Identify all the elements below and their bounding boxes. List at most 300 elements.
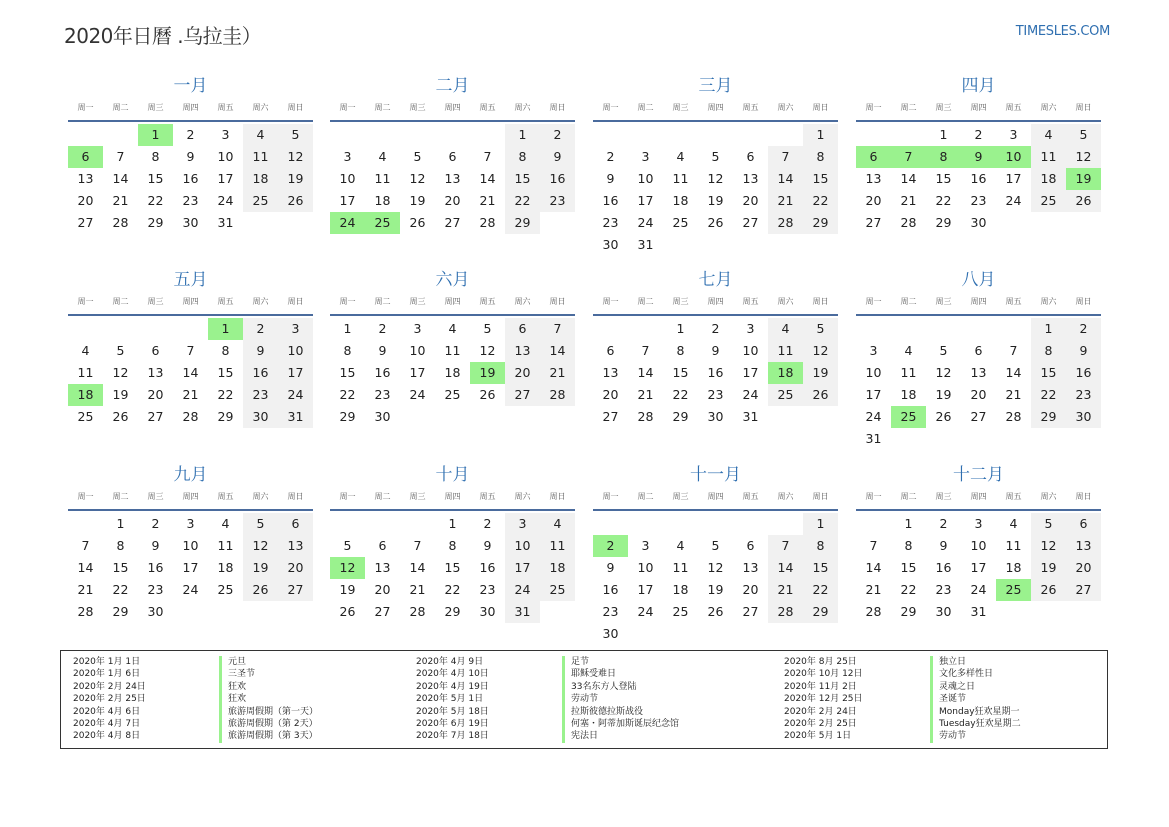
day-cell[interactable]: 11	[900, 365, 917, 380]
day-cell[interactable]: 8	[803, 146, 838, 168]
day-cell[interactable]: 22	[935, 193, 952, 208]
day-cell[interactable]: 3	[505, 513, 540, 535]
day-cell[interactable]: 24	[217, 193, 234, 208]
day-cell[interactable]: 27	[742, 215, 759, 230]
day-cell[interactable]: 9	[606, 171, 615, 186]
day-cell[interactable]: 23	[147, 582, 164, 597]
day-cell[interactable]: 4	[540, 513, 575, 535]
day-cell[interactable]: 27	[77, 215, 94, 230]
day-cell[interactable]: 29	[339, 409, 356, 424]
day-cell[interactable]: 1	[1031, 318, 1066, 340]
day-cell[interactable]: 15	[672, 365, 689, 380]
day-cell[interactable]: 18	[672, 582, 689, 597]
day-cell[interactable]: 29	[147, 215, 164, 230]
day-cell[interactable]: 21	[409, 582, 426, 597]
day-cell[interactable]: 10	[182, 538, 199, 553]
day-cell[interactable]: 25	[540, 579, 575, 601]
day-cell[interactable]: 2	[974, 127, 983, 142]
day-cell[interactable]: 29	[935, 215, 952, 230]
day-cell[interactable]: 26	[935, 409, 952, 424]
day-cell[interactable]: 20	[278, 557, 313, 579]
day-cell[interactable]: 9	[540, 146, 575, 168]
day-cell[interactable]: 29	[672, 409, 689, 424]
day-cell[interactable]: 3	[641, 149, 650, 164]
day-cell[interactable]: 22	[339, 387, 356, 402]
day-cell[interactable]: 28	[77, 604, 94, 619]
day-cell[interactable]: 26	[243, 579, 278, 601]
day-cell[interactable]: 12	[409, 171, 426, 186]
day-cell[interactable]: 24	[330, 212, 365, 234]
day-cell[interactable]: 8	[1031, 340, 1066, 362]
day-cell[interactable]: 12	[278, 146, 313, 168]
day-cell[interactable]: 29	[444, 604, 461, 619]
day-cell[interactable]: 16	[479, 560, 496, 575]
day-cell[interactable]: 1	[208, 318, 243, 340]
day-cell[interactable]: 30	[479, 604, 496, 619]
day-cell[interactable]: 23	[243, 384, 278, 406]
day-cell[interactable]: 6	[746, 538, 755, 553]
day-cell[interactable]: 13	[505, 340, 540, 362]
day-cell[interactable]: 11	[540, 535, 575, 557]
day-cell[interactable]: 11	[444, 343, 461, 358]
day-cell[interactable]: 15	[1031, 362, 1066, 384]
day-cell[interactable]: 27	[278, 579, 313, 601]
day-cell[interactable]: 17	[409, 365, 426, 380]
day-cell[interactable]: 30	[602, 626, 619, 641]
day-cell[interactable]: 14	[637, 365, 654, 380]
day-cell[interactable]: 4	[768, 318, 803, 340]
day-cell[interactable]: 21	[900, 193, 917, 208]
day-cell[interactable]: 21	[540, 362, 575, 384]
day-cell[interactable]: 25	[1031, 190, 1066, 212]
day-cell[interactable]: 21	[637, 387, 654, 402]
day-cell[interactable]: 5	[711, 538, 720, 553]
day-cell[interactable]: 19	[935, 387, 952, 402]
day-cell[interactable]: 16	[935, 560, 952, 575]
day-cell[interactable]: 19	[409, 193, 426, 208]
day-cell[interactable]: 11	[1005, 538, 1022, 553]
day-cell[interactable]: 23	[970, 193, 987, 208]
day-cell[interactable]: 26	[339, 604, 356, 619]
day-cell[interactable]: 13	[278, 535, 313, 557]
day-cell[interactable]: 15	[444, 560, 461, 575]
day-cell[interactable]: 1	[803, 124, 838, 146]
day-cell[interactable]: 28	[182, 409, 199, 424]
day-cell[interactable]: 24	[1005, 193, 1022, 208]
day-cell[interactable]: 20	[374, 582, 391, 597]
day-cell[interactable]: 3	[221, 127, 230, 142]
day-cell[interactable]: 8	[221, 343, 230, 358]
day-cell[interactable]: 10	[339, 171, 356, 186]
day-cell[interactable]: 2	[243, 318, 278, 340]
day-cell[interactable]: 27	[444, 215, 461, 230]
day-cell[interactable]: 24	[970, 582, 987, 597]
day-cell[interactable]: 21	[768, 190, 803, 212]
day-cell[interactable]: 12	[707, 171, 724, 186]
day-cell[interactable]: 10	[637, 560, 654, 575]
day-cell[interactable]: 17	[637, 582, 654, 597]
day-cell[interactable]: 14	[479, 171, 496, 186]
day-cell[interactable]: 24	[637, 215, 654, 230]
day-cell[interactable]: 28	[409, 604, 426, 619]
day-cell[interactable]: 23	[479, 582, 496, 597]
day-cell[interactable]: 20	[742, 582, 759, 597]
day-cell[interactable]: 5	[483, 321, 492, 336]
day-cell[interactable]: 28	[479, 215, 496, 230]
day-cell[interactable]: 9	[711, 343, 720, 358]
day-cell[interactable]: 26	[1066, 190, 1101, 212]
day-cell[interactable]: 28	[112, 215, 129, 230]
day-cell[interactable]: 13	[970, 365, 987, 380]
day-cell[interactable]: 2	[939, 516, 948, 531]
day-cell[interactable]: 14	[865, 560, 882, 575]
day-cell[interactable]: 17	[865, 387, 882, 402]
day-cell[interactable]: 28	[1005, 409, 1022, 424]
day-cell[interactable]: 31	[865, 431, 882, 446]
day-cell[interactable]: 27	[602, 409, 619, 424]
day-cell[interactable]: 22	[672, 387, 689, 402]
day-cell[interactable]: 29	[900, 604, 917, 619]
day-cell[interactable]: 15	[900, 560, 917, 575]
day-cell[interactable]: 6	[68, 146, 103, 168]
day-cell[interactable]: 28	[540, 384, 575, 406]
day-cell[interactable]: 14	[182, 365, 199, 380]
day-cell[interactable]: 16	[374, 365, 391, 380]
day-cell[interactable]: 4	[676, 149, 685, 164]
day-cell[interactable]: 22	[1031, 384, 1066, 406]
day-cell[interactable]: 1	[116, 516, 125, 531]
day-cell[interactable]: 10	[409, 343, 426, 358]
day-cell[interactable]: 27	[147, 409, 164, 424]
day-cell[interactable]: 8	[676, 343, 685, 358]
day-cell[interactable]: 25	[365, 212, 400, 234]
day-cell[interactable]: 7	[186, 343, 195, 358]
day-cell[interactable]: 11	[374, 171, 391, 186]
day-cell[interactable]: 14	[77, 560, 94, 575]
day-cell[interactable]: 22	[900, 582, 917, 597]
day-cell[interactable]: 11	[217, 538, 234, 553]
day-cell[interactable]: 19	[1031, 557, 1066, 579]
day-cell[interactable]: 5	[939, 343, 948, 358]
day-cell[interactable]: 20	[970, 387, 987, 402]
day-cell[interactable]: 6	[856, 146, 891, 168]
day-cell[interactable]: 20	[77, 193, 94, 208]
day-cell[interactable]: 5	[116, 343, 125, 358]
day-cell[interactable]: 12	[935, 365, 952, 380]
day-cell[interactable]: 13	[742, 560, 759, 575]
day-cell[interactable]: 13	[602, 365, 619, 380]
day-cell[interactable]: 18	[444, 365, 461, 380]
day-cell[interactable]: 8	[926, 146, 961, 168]
day-cell[interactable]: 5	[803, 318, 838, 340]
day-cell[interactable]: 2	[1066, 318, 1101, 340]
day-cell[interactable]: 19	[243, 557, 278, 579]
day-cell[interactable]: 13	[742, 171, 759, 186]
day-cell[interactable]: 4	[243, 124, 278, 146]
day-cell[interactable]: 23	[182, 193, 199, 208]
day-cell[interactable]: 20	[1066, 557, 1101, 579]
day-cell[interactable]: 7	[540, 318, 575, 340]
day-cell[interactable]: 20	[444, 193, 461, 208]
day-cell[interactable]: 24	[742, 387, 759, 402]
day-cell[interactable]: 31	[637, 237, 654, 252]
day-cell[interactable]: 4	[676, 538, 685, 553]
day-cell[interactable]: 1	[904, 516, 913, 531]
day-cell[interactable]: 4	[378, 149, 387, 164]
day-cell[interactable]: 21	[479, 193, 496, 208]
day-cell[interactable]: 20	[602, 387, 619, 402]
day-cell[interactable]: 12	[112, 365, 129, 380]
day-cell[interactable]: 22	[505, 190, 540, 212]
day-cell[interactable]: 25	[243, 190, 278, 212]
day-cell[interactable]: 27	[505, 384, 540, 406]
day-cell[interactable]: 15	[803, 557, 838, 579]
day-cell[interactable]: 26	[1031, 579, 1066, 601]
day-cell[interactable]: 14	[1005, 365, 1022, 380]
day-cell[interactable]: 3	[974, 516, 983, 531]
day-cell[interactable]: 17	[1005, 171, 1022, 186]
day-cell[interactable]: 6	[974, 343, 983, 358]
day-cell[interactable]: 9	[243, 340, 278, 362]
day-cell[interactable]: 20	[865, 193, 882, 208]
day-cell[interactable]: 9	[378, 343, 387, 358]
day-cell[interactable]: 18	[540, 557, 575, 579]
day-cell[interactable]: 30	[602, 237, 619, 252]
day-cell[interactable]: 14	[112, 171, 129, 186]
day-cell[interactable]: 4	[448, 321, 457, 336]
day-cell[interactable]: 6	[505, 318, 540, 340]
day-cell[interactable]: 28	[768, 212, 803, 234]
day-cell[interactable]: 17	[339, 193, 356, 208]
day-cell[interactable]: 8	[448, 538, 457, 553]
day-cell[interactable]: 18	[1031, 168, 1066, 190]
day-cell[interactable]: 18	[68, 384, 103, 406]
day-cell[interactable]: 9	[186, 149, 195, 164]
day-cell[interactable]: 16	[707, 365, 724, 380]
day-cell[interactable]: 13	[147, 365, 164, 380]
day-cell[interactable]: 10	[505, 535, 540, 557]
day-cell[interactable]: 18	[900, 387, 917, 402]
day-cell[interactable]: 16	[970, 171, 987, 186]
site-link[interactable]: TIMESLES.COM	[1015, 24, 1110, 39]
day-cell[interactable]: 30	[374, 409, 391, 424]
day-cell[interactable]: 5	[1031, 513, 1066, 535]
day-cell[interactable]: 31	[217, 215, 234, 230]
day-cell[interactable]: 30	[147, 604, 164, 619]
day-cell[interactable]: 10	[278, 340, 313, 362]
day-cell[interactable]: 13	[444, 171, 461, 186]
day-cell[interactable]: 8	[904, 538, 913, 553]
day-cell[interactable]: 28	[865, 604, 882, 619]
day-cell[interactable]: 18	[1005, 560, 1022, 575]
day-cell[interactable]: 14	[768, 168, 803, 190]
day-cell[interactable]: 1	[448, 516, 457, 531]
day-cell[interactable]: 30	[970, 215, 987, 230]
day-cell[interactable]: 9	[939, 538, 948, 553]
day-cell[interactable]: 26	[409, 215, 426, 230]
day-cell[interactable]: 28	[637, 409, 654, 424]
day-cell[interactable]: 18	[243, 168, 278, 190]
day-cell[interactable]: 23	[602, 215, 619, 230]
day-cell[interactable]: 2	[711, 321, 720, 336]
day-cell[interactable]: 31	[742, 409, 759, 424]
day-cell[interactable]: 30	[1066, 406, 1101, 428]
day-cell[interactable]: 27	[742, 604, 759, 619]
day-cell[interactable]: 8	[116, 538, 125, 553]
day-cell[interactable]: 5	[243, 513, 278, 535]
day-cell[interactable]: 30	[707, 409, 724, 424]
day-cell[interactable]: 30	[935, 604, 952, 619]
day-cell[interactable]: 7	[869, 538, 878, 553]
day-cell[interactable]: 22	[803, 190, 838, 212]
day-cell[interactable]: 15	[147, 171, 164, 186]
day-cell[interactable]: 24	[182, 582, 199, 597]
day-cell[interactable]: 16	[1066, 362, 1101, 384]
day-cell[interactable]: 12	[243, 535, 278, 557]
day-cell[interactable]: 6	[606, 343, 615, 358]
day-cell[interactable]: 7	[116, 149, 125, 164]
day-cell[interactable]: 26	[112, 409, 129, 424]
day-cell[interactable]: 16	[602, 582, 619, 597]
day-cell[interactable]: 2	[483, 516, 492, 531]
day-cell[interactable]: 11	[243, 146, 278, 168]
day-cell[interactable]: 3	[746, 321, 755, 336]
day-cell[interactable]: 12	[1066, 146, 1101, 168]
day-cell[interactable]: 25	[444, 387, 461, 402]
day-cell[interactable]: 3	[869, 343, 878, 358]
day-cell[interactable]: 1	[939, 127, 948, 142]
day-cell[interactable]: 5	[278, 124, 313, 146]
day-cell[interactable]: 30	[182, 215, 199, 230]
day-cell[interactable]: 5	[413, 149, 422, 164]
day-cell[interactable]: 3	[641, 538, 650, 553]
day-cell[interactable]: 17	[970, 560, 987, 575]
day-cell[interactable]: 14	[768, 557, 803, 579]
day-cell[interactable]: 15	[505, 168, 540, 190]
day-cell[interactable]: 22	[112, 582, 129, 597]
day-cell[interactable]: 9	[961, 146, 996, 168]
day-cell[interactable]: 21	[768, 579, 803, 601]
day-cell[interactable]: 3	[413, 321, 422, 336]
day-cell[interactable]: 12	[707, 560, 724, 575]
day-cell[interactable]: 28	[900, 215, 917, 230]
day-cell[interactable]: 14	[409, 560, 426, 575]
day-cell[interactable]: 29	[217, 409, 234, 424]
day-cell[interactable]: 10	[637, 171, 654, 186]
day-cell[interactable]: 25	[217, 582, 234, 597]
day-cell[interactable]: 20	[147, 387, 164, 402]
day-cell[interactable]: 27	[1066, 579, 1101, 601]
day-cell[interactable]: 3	[1009, 127, 1018, 142]
day-cell[interactable]: 7	[81, 538, 90, 553]
day-cell[interactable]: 12	[479, 343, 496, 358]
day-cell[interactable]: 25	[77, 409, 94, 424]
day-cell[interactable]: 13	[77, 171, 94, 186]
day-cell[interactable]: 22	[444, 582, 461, 597]
day-cell[interactable]: 19	[112, 387, 129, 402]
day-cell[interactable]: 21	[77, 582, 94, 597]
day-cell[interactable]: 11	[672, 560, 689, 575]
day-cell[interactable]: 19	[278, 168, 313, 190]
day-cell[interactable]: 10	[996, 146, 1031, 168]
day-cell[interactable]: 31	[505, 601, 540, 623]
day-cell[interactable]: 24	[409, 387, 426, 402]
day-cell[interactable]: 9	[606, 560, 615, 575]
day-cell[interactable]: 7	[641, 343, 650, 358]
day-cell[interactable]: 7	[768, 535, 803, 557]
day-cell[interactable]: 29	[803, 601, 838, 623]
day-cell[interactable]: 29	[1031, 406, 1066, 428]
day-cell[interactable]: 29	[112, 604, 129, 619]
day-cell[interactable]: 21	[182, 387, 199, 402]
day-cell[interactable]: 9	[483, 538, 492, 553]
day-cell[interactable]: 5	[711, 149, 720, 164]
day-cell[interactable]: 17	[278, 362, 313, 384]
day-cell[interactable]: 19	[803, 362, 838, 384]
day-cell[interactable]: 29	[803, 212, 838, 234]
day-cell[interactable]: 27	[865, 215, 882, 230]
day-cell[interactable]: 2	[593, 535, 628, 557]
day-cell[interactable]: 8	[151, 149, 160, 164]
day-cell[interactable]: 1	[343, 321, 352, 336]
day-cell[interactable]: 19	[707, 582, 724, 597]
day-cell[interactable]: 17	[742, 365, 759, 380]
day-cell[interactable]: 15	[935, 171, 952, 186]
day-cell[interactable]: 15	[112, 560, 129, 575]
day-cell[interactable]: 17	[637, 193, 654, 208]
day-cell[interactable]: 13	[865, 171, 882, 186]
day-cell[interactable]: 19	[707, 193, 724, 208]
day-cell[interactable]: 8	[505, 146, 540, 168]
day-cell[interactable]: 16	[243, 362, 278, 384]
day-cell[interactable]: 18	[672, 193, 689, 208]
day-cell[interactable]: 7	[891, 146, 926, 168]
day-cell[interactable]: 6	[278, 513, 313, 535]
day-cell[interactable]: 26	[707, 215, 724, 230]
day-cell[interactable]: 20	[742, 193, 759, 208]
day-cell[interactable]: 26	[707, 604, 724, 619]
day-cell[interactable]: 25	[672, 604, 689, 619]
day-cell[interactable]: 28	[768, 601, 803, 623]
day-cell[interactable]: 11	[672, 171, 689, 186]
day-cell[interactable]: 11	[1031, 146, 1066, 168]
day-cell[interactable]: 13	[1066, 535, 1101, 557]
day-cell[interactable]: 12	[803, 340, 838, 362]
day-cell[interactable]: 18	[217, 560, 234, 575]
day-cell[interactable]: 23	[374, 387, 391, 402]
day-cell[interactable]: 10	[742, 343, 759, 358]
day-cell[interactable]: 25	[891, 406, 926, 428]
day-cell[interactable]: 3	[343, 149, 352, 164]
day-cell[interactable]: 17	[217, 171, 234, 186]
day-cell[interactable]: 7	[1009, 343, 1018, 358]
day-cell[interactable]: 27	[374, 604, 391, 619]
day-cell[interactable]: 5	[1066, 124, 1101, 146]
day-cell[interactable]: 31	[970, 604, 987, 619]
day-cell[interactable]: 9	[1066, 340, 1101, 362]
day-cell[interactable]: 4	[1031, 124, 1066, 146]
day-cell[interactable]: 21	[112, 193, 129, 208]
day-cell[interactable]: 12	[330, 557, 365, 579]
day-cell[interactable]: 21	[865, 582, 882, 597]
day-cell[interactable]: 18	[374, 193, 391, 208]
day-cell[interactable]: 10	[217, 149, 234, 164]
day-cell[interactable]: 2	[606, 149, 615, 164]
day-cell[interactable]: 15	[803, 168, 838, 190]
day-cell[interactable]: 21	[1005, 387, 1022, 402]
day-cell[interactable]: 25	[768, 384, 803, 406]
day-cell[interactable]: 26	[803, 384, 838, 406]
